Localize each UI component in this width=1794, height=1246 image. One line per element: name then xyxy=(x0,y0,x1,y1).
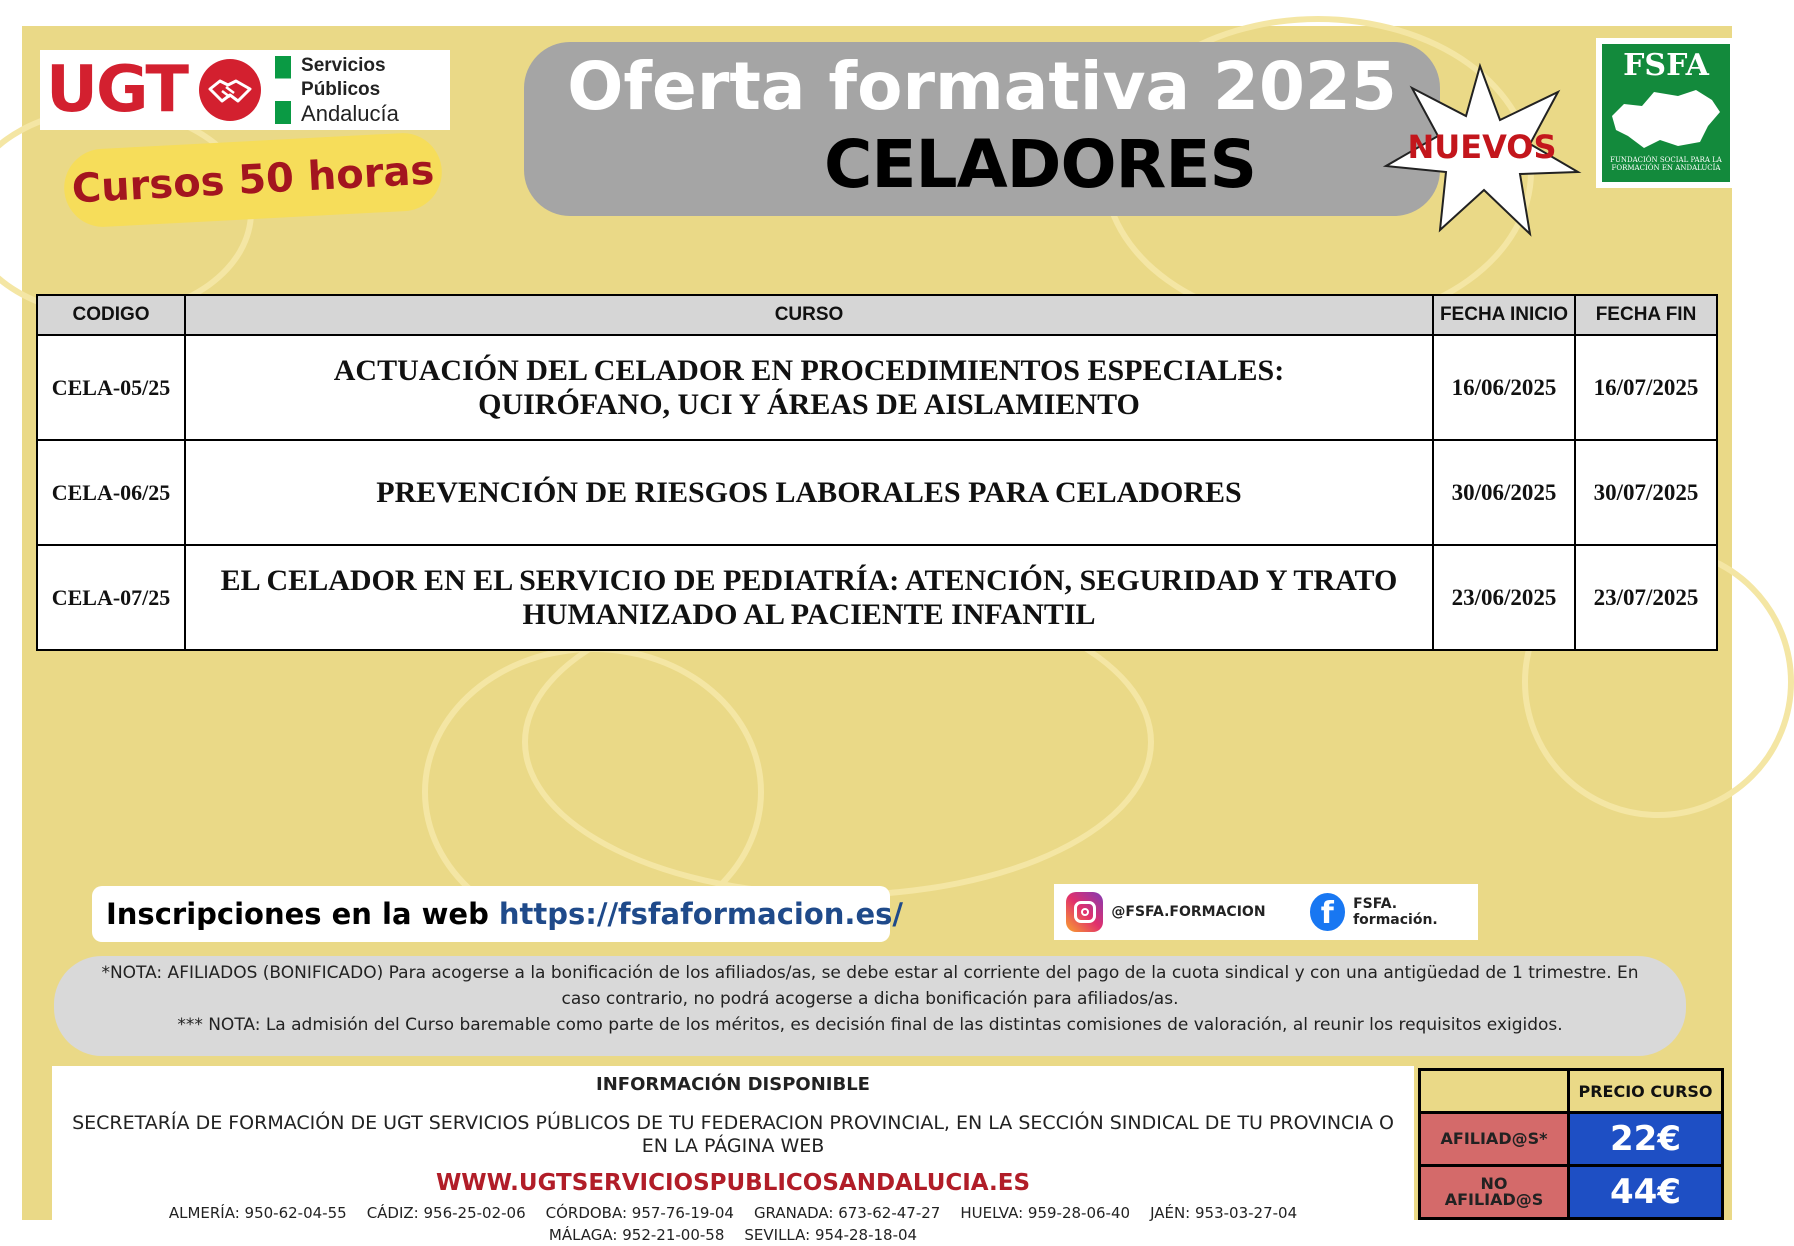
course-code: CELA-05/25 xyxy=(37,335,185,440)
note-affiliates: *NOTA: AFILIADOS (BONIFICADO) Para acogerse a la bonificación de los afiliados/as, se debe estar al corriente del pago de la cuota sindical y con una antigüedad de 1 trimestre. En caso contrario, no podrá acogerse a dicha bonificación para afiliados/as. xyxy=(101,963,1639,1009)
phone-malaga: MÁLAGA: 952-21-00-58 xyxy=(548,1226,725,1244)
info-title: INFORMACIÓN DISPONIBLE xyxy=(596,1074,870,1095)
phone-cadiz: CÁDIZ: 956-25-02-06 xyxy=(366,1204,526,1222)
price-table xyxy=(1418,1068,1724,1220)
ugt-line2: Públicos xyxy=(301,79,381,100)
phone-almeria: ALMERÍA: 950-62-04-55 xyxy=(168,1204,347,1222)
facebook-handle[interactable]: FSFA. formación. xyxy=(1353,896,1438,928)
table-header-row xyxy=(37,295,1717,335)
course-start-date: 30/06/2025 xyxy=(1433,440,1575,545)
table-row xyxy=(37,440,1717,545)
province-phones xyxy=(52,1202,1414,1246)
phone-sevilla: SEVILLA: 954-28-18-04 xyxy=(744,1226,918,1244)
table-row xyxy=(37,335,1717,440)
header-start: FECHA INICIO xyxy=(1433,295,1575,335)
course-start-date: 16/06/2025 xyxy=(1433,335,1575,440)
header-end: FECHA FIN xyxy=(1575,295,1717,335)
course-title: PREVENCIÓN DE RIESGOS LABORALES PARA CELADORES xyxy=(185,440,1433,545)
andalucia-map-icon xyxy=(1608,86,1724,152)
course-code: CELA-06/25 xyxy=(37,440,185,545)
price-non-affiliated-label xyxy=(1420,1166,1569,1219)
course-code: CELA-07/25 xyxy=(37,545,185,650)
nuevos-badge: NUEVOS xyxy=(1407,128,1557,166)
info-body: SECRETARÍA DE FORMACIÓN DE UGT SERVICIOS PÚBLICOS DE TU FEDERACION PROVINCIAL, EN LA SECCIÓN SINDICAL DE TU PROVINCIA O EN LA PÁGINA WEB xyxy=(72,1112,1394,1157)
info-website-link[interactable]: WWW.UGTSERVICIOSPUBLICOSANDALUCIA.ES xyxy=(435,1170,1031,1196)
notes-box xyxy=(54,956,1686,1056)
poster xyxy=(22,26,1732,1244)
ugt-line1: Servicios xyxy=(301,55,386,76)
phone-granada: GRANADA: 673-62-47-27 xyxy=(753,1204,941,1222)
price-affiliated-value: 22€ xyxy=(1569,1113,1723,1166)
header-course: CURSO xyxy=(185,295,1433,335)
course-title: EL CELADOR EN EL SERVICIO DE PEDIATRÍA: ATENCIÓN, SEGURIDAD Y TRATO HUMANIZADO AL PACIENTE INFANTIL xyxy=(185,545,1433,650)
phone-cordoba: CÓRDOBA: 957-76-19-04 xyxy=(545,1204,734,1222)
price-non-affiliated-line1: NO xyxy=(1480,1174,1508,1193)
inscriptions-label: Inscripciones en la web xyxy=(106,897,489,931)
social-bar xyxy=(1054,884,1478,940)
course-title: ACTUACIÓN DEL CELADOR EN PROCEDIMIENTOS ESPECIALES: QUIRÓFANO, UCI Y ÁREAS DE AISLAMIENTO xyxy=(185,335,1433,440)
fsfa-logo xyxy=(1596,38,1736,188)
inscriptions-link[interactable]: https://fsfaformacion.es/ xyxy=(498,897,903,931)
instagram-handle[interactable]: @FSFA.FORMACION xyxy=(1111,904,1266,920)
page-title: Oferta formativa 2025 xyxy=(567,48,1397,125)
andalucia-flag-bar xyxy=(275,56,291,124)
phone-huelva: HUELVA: 959-28-06-40 xyxy=(960,1204,1131,1222)
ugt-logo-subtitle xyxy=(301,54,399,126)
fsfa-logo-text: FSFA xyxy=(1623,48,1709,83)
info-box xyxy=(52,1066,1414,1246)
course-end-date: 23/07/2025 xyxy=(1575,545,1717,650)
price-header: PRECIO CURSO xyxy=(1569,1070,1723,1113)
price-non-affiliated-value: 44€ xyxy=(1569,1166,1723,1219)
phone-jaen: JAÉN: 953-03-27-04 xyxy=(1150,1204,1298,1222)
ugt-logo xyxy=(40,50,450,130)
price-non-affiliated-line2: AFILIAD@S xyxy=(1444,1190,1544,1209)
course-end-date: 16/07/2025 xyxy=(1575,335,1717,440)
price-table-blank xyxy=(1420,1070,1569,1113)
header-code: CODIGO xyxy=(37,295,185,335)
ugt-logo-text: UGT xyxy=(46,53,188,127)
handshake-icon xyxy=(199,59,261,121)
facebook-icon[interactable]: f xyxy=(1310,893,1346,931)
note-admission: *** NOTA: La admisión del Curso baremable como parte de los méritos, es decisión final de las distintas comisiones de valoración, al reunir los requisitos exigidos. xyxy=(177,1015,1563,1035)
courses-table xyxy=(36,294,1718,651)
instagram-icon[interactable] xyxy=(1066,892,1103,932)
ugt-line3: Andalucía xyxy=(301,101,399,126)
fsfa-logo-subtitle: FUNDACIÓN SOCIAL PARA LA FORMACIÓN EN ANDALUCÍA xyxy=(1610,156,1722,172)
cursos-badge: Cursos 50 horas xyxy=(62,131,444,229)
price-affiliated-label: AFILIAD@S* xyxy=(1420,1113,1569,1166)
course-start-date: 23/06/2025 xyxy=(1433,545,1575,650)
course-end-date: 30/07/2025 xyxy=(1575,440,1717,545)
table-row xyxy=(37,545,1717,650)
inscriptions-banner xyxy=(92,886,903,942)
page-subtitle: CELADORES xyxy=(824,126,1256,203)
